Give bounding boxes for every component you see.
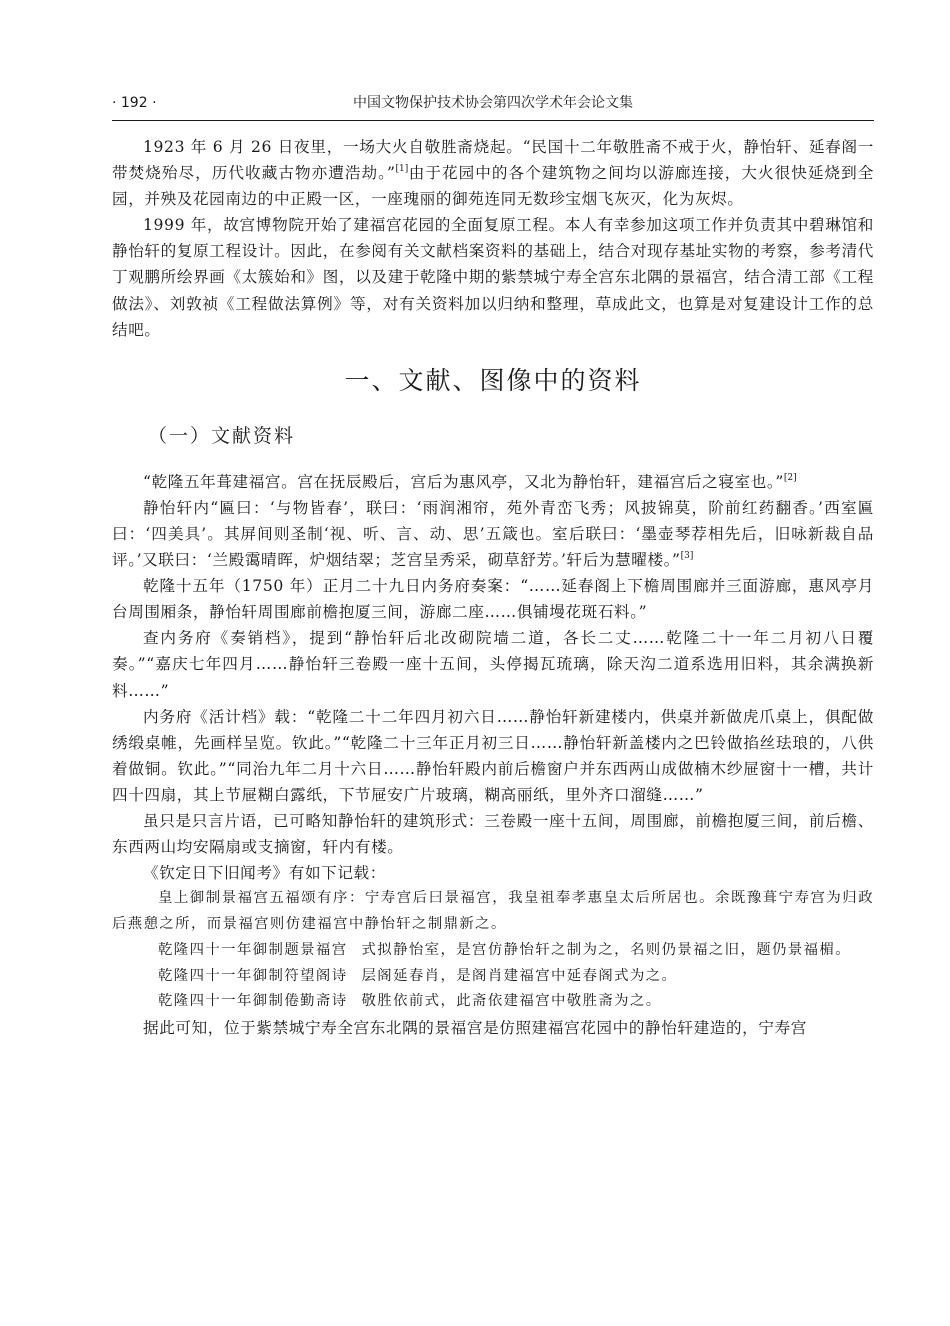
body-paragraph-5: 内务府《活计档》载：“乾隆二十二年四月初六日……静怡轩新建楼内，供桌并新做虎爪桌上，俱配做绣缎桌帷，先画样呈览。钦此。”“乾隆二十三年正月初三日……静怡轩新盖楼内之巴铃做掐丝珐琅的，八供着做铜。钦此。”“同治九年二月十六日……静怡轩殿内前后檐窗户并东西两山成做楠木纱屉窗十一槽，共计四十四扇，其上节屉糊白露纸，下节屉安广片玻璃，糊高丽纸，里外齐口溜缝……” <box>112 707 874 804</box>
quote-head: 乾隆四十一年御制倦勤斋诗 <box>158 993 348 1010</box>
section-heading: 一、文献、图像中的资料 <box>344 365 642 395</box>
body-p1-text: “乾隆五年葺建福宫。宫在抚辰殿后，宫后为惠风亭，又北为静怡轩，建福宫后之寝室也。” <box>143 472 784 491</box>
citation-ref-2[interactable]: [2] <box>783 472 797 483</box>
intro-p1-text-a: 1923 年 6 月 26 日夜里，一场大火自敬胜斋烧起。“民国十二年敬胜斋不戒于火，静怡轩、延春阁一带焚烧殆尽，历代收藏古物亦遭浩劫。” <box>112 138 874 183</box>
quote-paragraph-3 <box>112 964 874 990</box>
page-number: · 192 · <box>112 95 157 111</box>
quote-paragraph-2 <box>112 938 874 964</box>
body-paragraph-1 <box>112 469 874 495</box>
intro-paragraph-2: 1999 年，故宫博物院开始了建福宫花园的全面复原工程。本人有幸参加这项工作并负责其中碧琳馆和静怡轩的复原工程设计。因此，在参阅有关文献档案资料的基础上，结合对现存基址实物的考察，参考清代丁观鹏所绘界画《太簇始和》图，以及建于乾隆中期的紫禁城宁寿全宫东北隅的景福宫，结合清工部《工程做法》、刘敦祯《工程做法算例》等，对有关资料加以归纳和整理，草成此文，也算是对复建设计工作的总结吧。 <box>112 216 874 339</box>
body-p2-text: 静怡轩内“匾曰：‘与物皆春’，联曰：‘雨润湘帘，苑外青峦飞秀；风披锦莫，阶前红药翻香。’西室匾曰：‘四美具’。其屏间则圣制‘视、听、言、动、思’五箴也。室后联曰：‘墨壶琴荐相先后，旧咏新裁自品评。’又联曰：‘兰殿霭晴晖，炉烟结翠；芝宫呈秀采，砌草舒芳。’轩后为慧曜楼。” <box>112 498 874 570</box>
body-paragraph-6: 虽只是只言片语，已可略知静怡轩的建筑形式：三卷殿一座十五间，周围廊，前檐抱厦三间，前后檐、东西两山均安隔扇或支摘窗，轩内有楼。 <box>112 811 874 857</box>
quote-body: 敬胜依前式，此斋依建福宫中敬胜斋为之。 <box>361 993 662 1010</box>
article-body <box>112 134 874 1041</box>
running-title: 中国文物保护技术协会第四次学术年会论文集 <box>353 95 633 111</box>
intro-paragraph-1 <box>112 134 874 212</box>
quote-body: 宁寿宫后曰景福宫，我皇祖奉孝惠皇太后所居也。余既豫葺宁寿宫为归政后燕憩之所，而景福宫则仿建福宫中静怡轩之制鼎新之。 <box>112 890 875 933</box>
quote-paragraph-4 <box>112 989 874 1015</box>
subsection-heading: （一）文献资料 <box>148 424 296 447</box>
quote-head: 乾隆四十一年御制题景福宫 <box>158 941 348 958</box>
quote-head: 乾隆四十一年御制符望阁诗 <box>158 967 348 984</box>
body-paragraph-8: 据此可知，位于紫禁城宁寿全宫东北隅的景福宫是仿照建福宫花园中的静怡轩建造的，宁寿宫 <box>143 1019 807 1038</box>
citation-ref-3[interactable]: [3] <box>680 551 694 562</box>
quote-head: 皇上御制景福宫五福颂有序： <box>158 890 365 907</box>
page-header <box>112 92 874 114</box>
body-paragraph-7: 《钦定日下旧闻考》有如下记载： <box>143 864 386 883</box>
body-paragraph-3: 乾隆十五年（1750 年）正月二十九日内务府奏案：“……延春阁上下檐周围廊并三面游廊，惠风亭月台周围厢条，静怡轩周围廊前檐抱厦三间，游廊二座……俱铺墁花斑石料。” <box>112 577 874 622</box>
quote-body: 式拟静怡室，是宫仿静怡轩之制为之，名则仍景福之旧，题仍景福楣。 <box>361 941 852 958</box>
intro-p1-text-b: 由于花园中的各个建筑物之间均以游廊连接，大火很快延烧到全园，并殃及花园南边的中正殿一区，一座瑰丽的御苑连同无数珍宝烟飞灰灭，化为灰烬。 <box>112 164 874 209</box>
citation-ref-1[interactable]: [1] <box>395 164 409 175</box>
quote-body: 层阁延春肖，是阁肖建福宫中延春阁式为之。 <box>361 967 678 984</box>
body-paragraph-4: 查内务府《奏销档》，提到“静怡轩后北改砌院墙二道，各长二丈……乾隆二十一年二月初八日覆奏。”“嘉庆七年四月……静怡轩三卷殿一座十五间，头停揭瓦琉璃，除天沟二道系选用旧料，其余满换新料……” <box>112 629 874 700</box>
quote-paragraph-1 <box>112 886 874 938</box>
body-paragraph-2 <box>112 495 874 573</box>
header-rule <box>112 120 874 121</box>
